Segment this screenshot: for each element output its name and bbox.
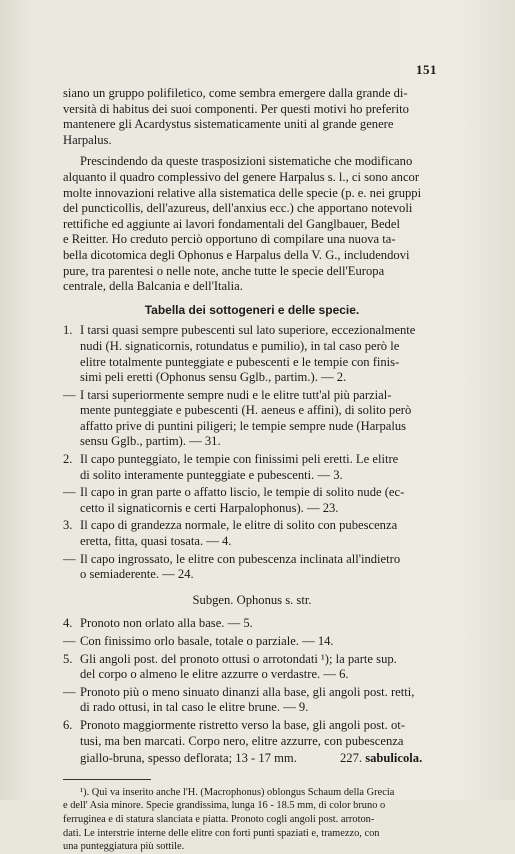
- entry-line: Pronoto maggiormente ristretto verso la base, gli angoli post. ot-: [80, 717, 405, 732]
- entry-marker: 1.: [63, 323, 73, 338]
- page-number: 151: [416, 62, 437, 77]
- key-entry-last-line: [63, 751, 441, 767]
- entry-line: simi peli eretti (Ophonus sensu Gglb., partim.). — 2.: [80, 370, 347, 385]
- text-line: rettifiche ed aggiunte ai lavori fondamentali del Ganglbauer, Bedel: [63, 216, 400, 231]
- footnote-rule: [63, 779, 151, 780]
- entry-marker: —: [63, 485, 76, 500]
- key-entry: [63, 485, 441, 516]
- entry-marker: 5.: [63, 651, 73, 666]
- key-entry: [63, 718, 441, 749]
- text-line: bella dicotomica degli Ophonus e Harpalus della V. G., includendovi: [63, 247, 410, 262]
- species-name: sabulicola.: [365, 751, 423, 766]
- page-body: [63, 86, 441, 854]
- footnote-line: ¹). Qui va inserito anche l'H. (Macrophonus) oblongus Schaum della Grecia: [80, 786, 395, 798]
- text-line: pure, tra parentesi o nelle note, anche tutte le specie dell'Europa: [63, 263, 385, 278]
- entry-marker: —: [63, 551, 76, 566]
- entry-line: Pronoto non orlato alla base. — 5.: [80, 616, 253, 631]
- entry-line: sensu Gglb., partim). — 31.: [80, 434, 221, 449]
- entry-line: eretta, fitta, quasi tosata. — 4.: [80, 534, 232, 549]
- entry-line: cetto il signaticornis e certi Harpalophonus). — 23.: [80, 500, 339, 515]
- entry-line: Il capo di grandezza normale, le elitre di solito con pubescenza: [80, 518, 398, 533]
- key-entries-b: [63, 616, 441, 749]
- entry-text: giallo-bruna, spesso deflorata; 13 - 17 mm.: [80, 751, 297, 766]
- entry-line: Il capo punteggiato, le tempie con finissimi peli eretti. Le elitre: [80, 452, 399, 467]
- key-entry: [63, 652, 441, 683]
- text-line: Harpalus.: [63, 132, 112, 147]
- entry-line: del corpo o almeno le elitre azzurre o verdastre. — 6.: [80, 667, 349, 682]
- entry-line: Il capo in gran parte o affatto liscio, le tempie di solito nude (ec-: [80, 485, 405, 500]
- key-entry: [63, 552, 441, 583]
- intro-paragraph-2: [63, 154, 441, 294]
- entry-marker: 3.: [63, 518, 73, 533]
- entry-marker: —: [63, 634, 76, 648]
- text-line: Prescindendo da queste trasposizioni sistematiche che modificano: [80, 154, 413, 169]
- entry-line: I tarsi superiormente sempre nudi e le elitre tutt'al più parzial-: [80, 387, 392, 402]
- key-entry: [63, 518, 441, 549]
- text-line: molte innovazioni relative alla sistematica delle specie (p. e. nei gruppi: [63, 185, 422, 200]
- text-line: siano un gruppo polifiletico, come sembra emergere dalla grande di-: [63, 86, 408, 100]
- footnote: [63, 786, 441, 854]
- entry-line: tusi, ma ben marcati. Corpo nero, elitre azzurre, con pubescenza: [80, 733, 404, 748]
- footnote-line: ferruginea e di statura slanciata e piatta. Pronoto cogli angoli post. arroton-: [63, 813, 375, 825]
- key-entry: [63, 685, 441, 716]
- text-line: del puncticollis, dell'azureus, dell'anxius ecc.) che apportano notevoli: [63, 201, 413, 216]
- entry-line: di solito interamente punteggiate e pubescenti. — 3.: [80, 467, 343, 482]
- key-entry: [63, 452, 441, 483]
- entry-line: o semiaderente. — 24.: [80, 567, 194, 582]
- entry-marker: 2.: [63, 452, 73, 467]
- entry-line: di rado ottusi, in tal caso le elitre brune. — 9.: [80, 700, 309, 715]
- entry-marker: —: [63, 387, 76, 402]
- entry-line: Il capo ingrossato, le elitre con pubescenza inclinata all'indietro: [80, 551, 401, 566]
- entry-line: Gli angoli post. del pronoto ottusi o arrotondati ¹); la parte sup.: [80, 651, 397, 666]
- species-number: 227.: [340, 751, 363, 766]
- entry-marker: —: [63, 684, 76, 699]
- footnote-line: e dell' Asia minore. Specie grandissima, lunga 16 - 18.5 mm, di color bruno o: [63, 800, 386, 812]
- intro-paragraph-1: [63, 86, 441, 148]
- entry-line: Pronoto più o meno sinuato dinanzi alla base, gli angoli post. retti,: [80, 684, 415, 699]
- footnote-line: una punteggiatura più sottile.: [63, 841, 185, 853]
- entry-line: mente punteggiate e pubescenti (H. aeneus e affini), di solito però: [80, 403, 412, 418]
- entry-line: I tarsi quasi sempre pubescenti sul lato superiore, eccezionalmente: [80, 323, 416, 338]
- subgenus-heading: Subgen. Ophonus s. str.: [192, 592, 312, 607]
- key-entry: [63, 388, 441, 450]
- text-line: alquanto il quadro complessivo del genere Harpalus s. l., ci sono ancor: [63, 169, 420, 184]
- entry-marker: 6.: [63, 717, 73, 732]
- key-entry: [63, 634, 441, 650]
- table-heading: Tabella dei sottogeneri e delle specie.: [144, 302, 360, 317]
- entry-marker: 4.: [63, 616, 73, 631]
- entry-line: elitre totalmente punteggiate e pubescenti e le tempie con finis-: [80, 354, 400, 369]
- key-entries-a: [63, 323, 441, 583]
- entry-line: affatto prive di puntini piligeri; le tempie sempre nude (Harpalus: [80, 418, 407, 433]
- footnote-line: dati. Le interstrie interne delle elitre con forti punti spaziati e, tramezzo, con: [63, 827, 380, 839]
- text-line: e Reitter. Ho creduto perciò opportuno di compilare una nuova ta-: [63, 232, 396, 247]
- entry-line: nudi (H. signaticornis, rotundatus e pumilio), in tal caso però le: [80, 338, 400, 353]
- key-entry: [63, 323, 441, 385]
- key-entry: [63, 616, 441, 632]
- text-line: versità di habitus dei suoi componenti. Per questi motivi ho preferito: [63, 101, 409, 116]
- entry-line: Con finissimo orlo basale, totale o parziale. — 14.: [80, 634, 334, 648]
- text-line: centrale, della Balcania e dell'Italia.: [63, 279, 243, 294]
- text-line: mantenere gli Acardystus sistematicamente uniti al grande genere: [63, 117, 394, 132]
